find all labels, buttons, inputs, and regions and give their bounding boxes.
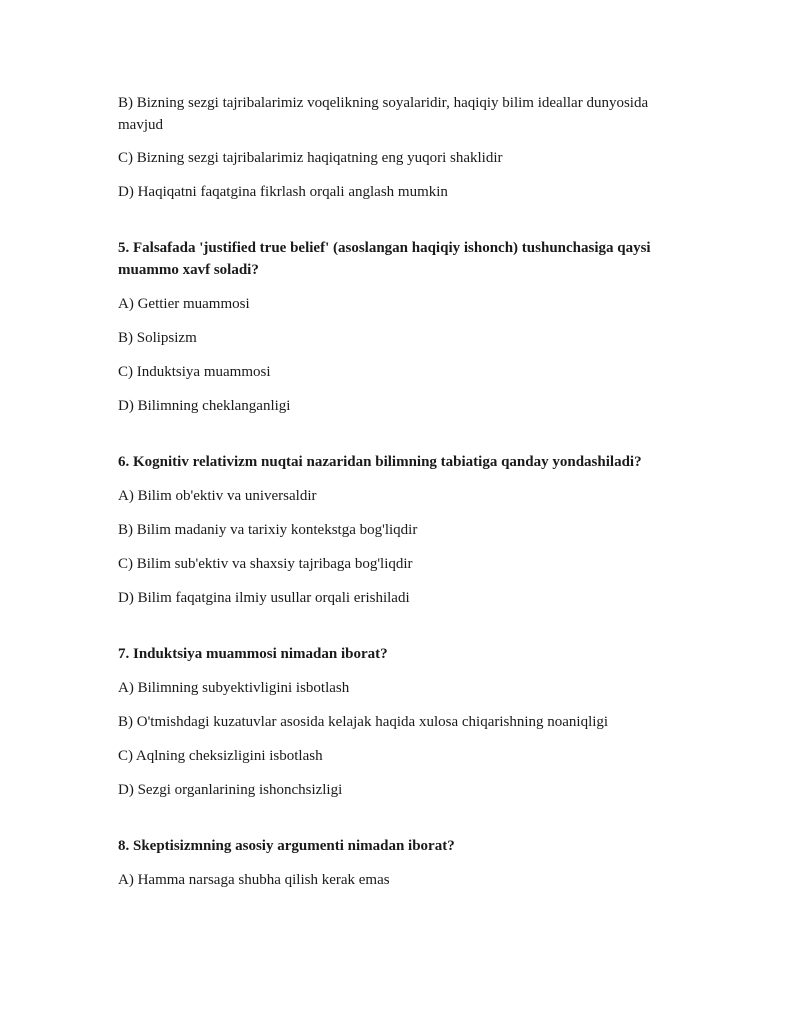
question-text: 7. Induktsiya muammosi nimadan iborat? [118,646,388,662]
question-7 [118,643,688,801]
option-c: C) Bizning sezgi tajribalarimiz haqiqatning eng yuqori shaklidir [118,150,503,166]
option-d: D) Haqiqatni faqatgina fikrlash orqali anglash mumkin [118,184,448,200]
option-a: A) Hamma narsaga shubha qilish kerak emas [118,872,390,888]
option-a: A) Bilim ob'ektiv va universaldir [118,488,317,504]
option-c: C) Aqlning cheksizligini isbotlash [118,748,323,764]
option-a: A) Bilimning subyektivligini isbotlash [118,680,350,696]
question-text: 8. Skeptisizmning asosiy argumenti nimadan iborat? [118,838,455,854]
question-8 [118,835,688,891]
option-c: C) Induktsiya muammosi [118,364,271,380]
option-b: B) Bilim madaniy va tarixiy kontekstga bog'liqdir [118,522,418,538]
question-text: 5. Falsafada 'justified true belief' (asoslangan haqiqiy ishonch) tushunchasiga qaysi muammo xavf soladi? [118,240,651,278]
option-a: A) Gettier muammosi [118,296,250,312]
option-b: B) Bizning sezgi tajribalarimiz voqelikning soyalaridir, haqiqiy bilim ideallar dunyosida mavjud [118,95,649,133]
option-d: D) Bilimning cheklanganligi [118,398,291,414]
option-b: B) Solipsizm [118,330,197,346]
document-page [118,92,688,903]
option-c: C) Bilim sub'ektiv va shaxsiy tajribaga bog'liqdir [118,556,413,572]
carryover-options [118,92,688,203]
option-d: D) Sezgi organlarining ishonchsizligi [118,782,343,798]
option-b: B) O'tmishdagi kuzatuvlar asosida kelajak haqida xulosa chiqarishning noaniqligi [118,714,609,730]
question-5 [118,237,688,417]
option-d: D) Bilim faqatgina ilmiy usullar orqali erishiladi [118,590,410,606]
question-6 [118,451,688,609]
question-text: 6. Kognitiv relativizm nuqtai nazaridan bilimning tabiatiga qanday yondashiladi? [118,454,642,470]
